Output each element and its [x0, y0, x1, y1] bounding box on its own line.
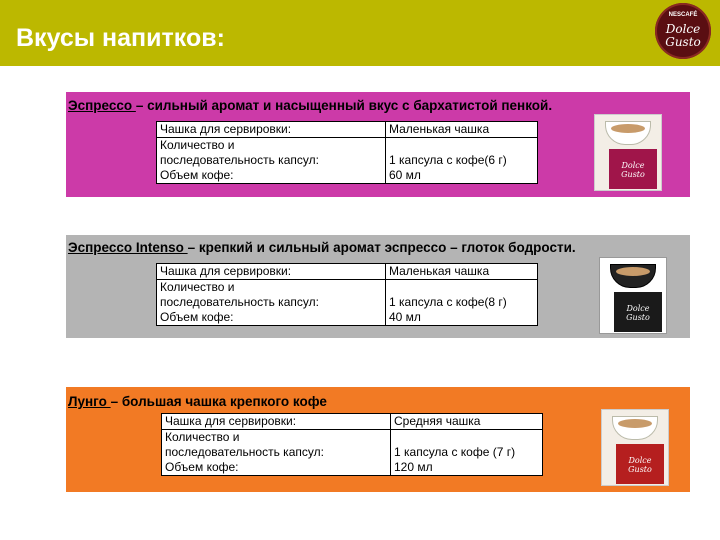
espresso-heading: Эспрессо – сильный аромат и насыщенный вкус с бархатистой пенкой.	[68, 98, 553, 113]
cup-icon	[612, 416, 658, 440]
espresso-intenso-spec-table	[156, 263, 538, 326]
table-row: Чашка для сервировки: Маленькая чашка	[157, 122, 538, 138]
cup-icon	[610, 264, 656, 288]
cup-icon	[605, 121, 651, 145]
espresso-intenso-heading: Эспрессо Intenso – крепкий и сильный аромат эспрессо – глоток бодрости.	[68, 240, 576, 255]
capsule-box-icon: Dolce Gusto	[609, 149, 657, 189]
espresso-intenso-section	[66, 235, 690, 338]
dolce-gusto-logo: NESCAFÉ Dolce Gusto	[655, 3, 711, 59]
lungo-section	[66, 387, 690, 492]
table-row: Чашка для сервировки: Средняя чашка	[162, 414, 543, 430]
capsule-box-icon: Dolce Gusto	[614, 292, 662, 332]
lungo-heading: Лунго – большая чашка крепкого кофе	[68, 394, 327, 409]
espresso-intenso-product-image	[599, 257, 667, 334]
header-bar	[0, 0, 720, 66]
lungo-product-image	[601, 409, 669, 486]
capsule-box-icon: Dolce Gusto	[616, 444, 664, 484]
table-row: Количество и последовательность капсул: Объем кофе: 1 капсула с кофе (7 г) 120 мл	[162, 430, 543, 476]
table-row: Чашка для сервировки: Маленькая чашка	[157, 264, 538, 280]
espresso-section	[66, 92, 690, 197]
lungo-spec-table	[161, 413, 543, 476]
espresso-product-image	[594, 114, 662, 191]
table-row: Количество и последовательность капсул: Объем кофе: 1 капсула с кофе(6 г) 60 мл	[157, 138, 538, 184]
table-row: Количество и последовательность капсул: Объем кофе: 1 капсула с кофе(8 г) 40 мл	[157, 280, 538, 326]
page-title: Вкусы напитков:	[16, 24, 225, 52]
espresso-spec-table	[156, 121, 538, 184]
